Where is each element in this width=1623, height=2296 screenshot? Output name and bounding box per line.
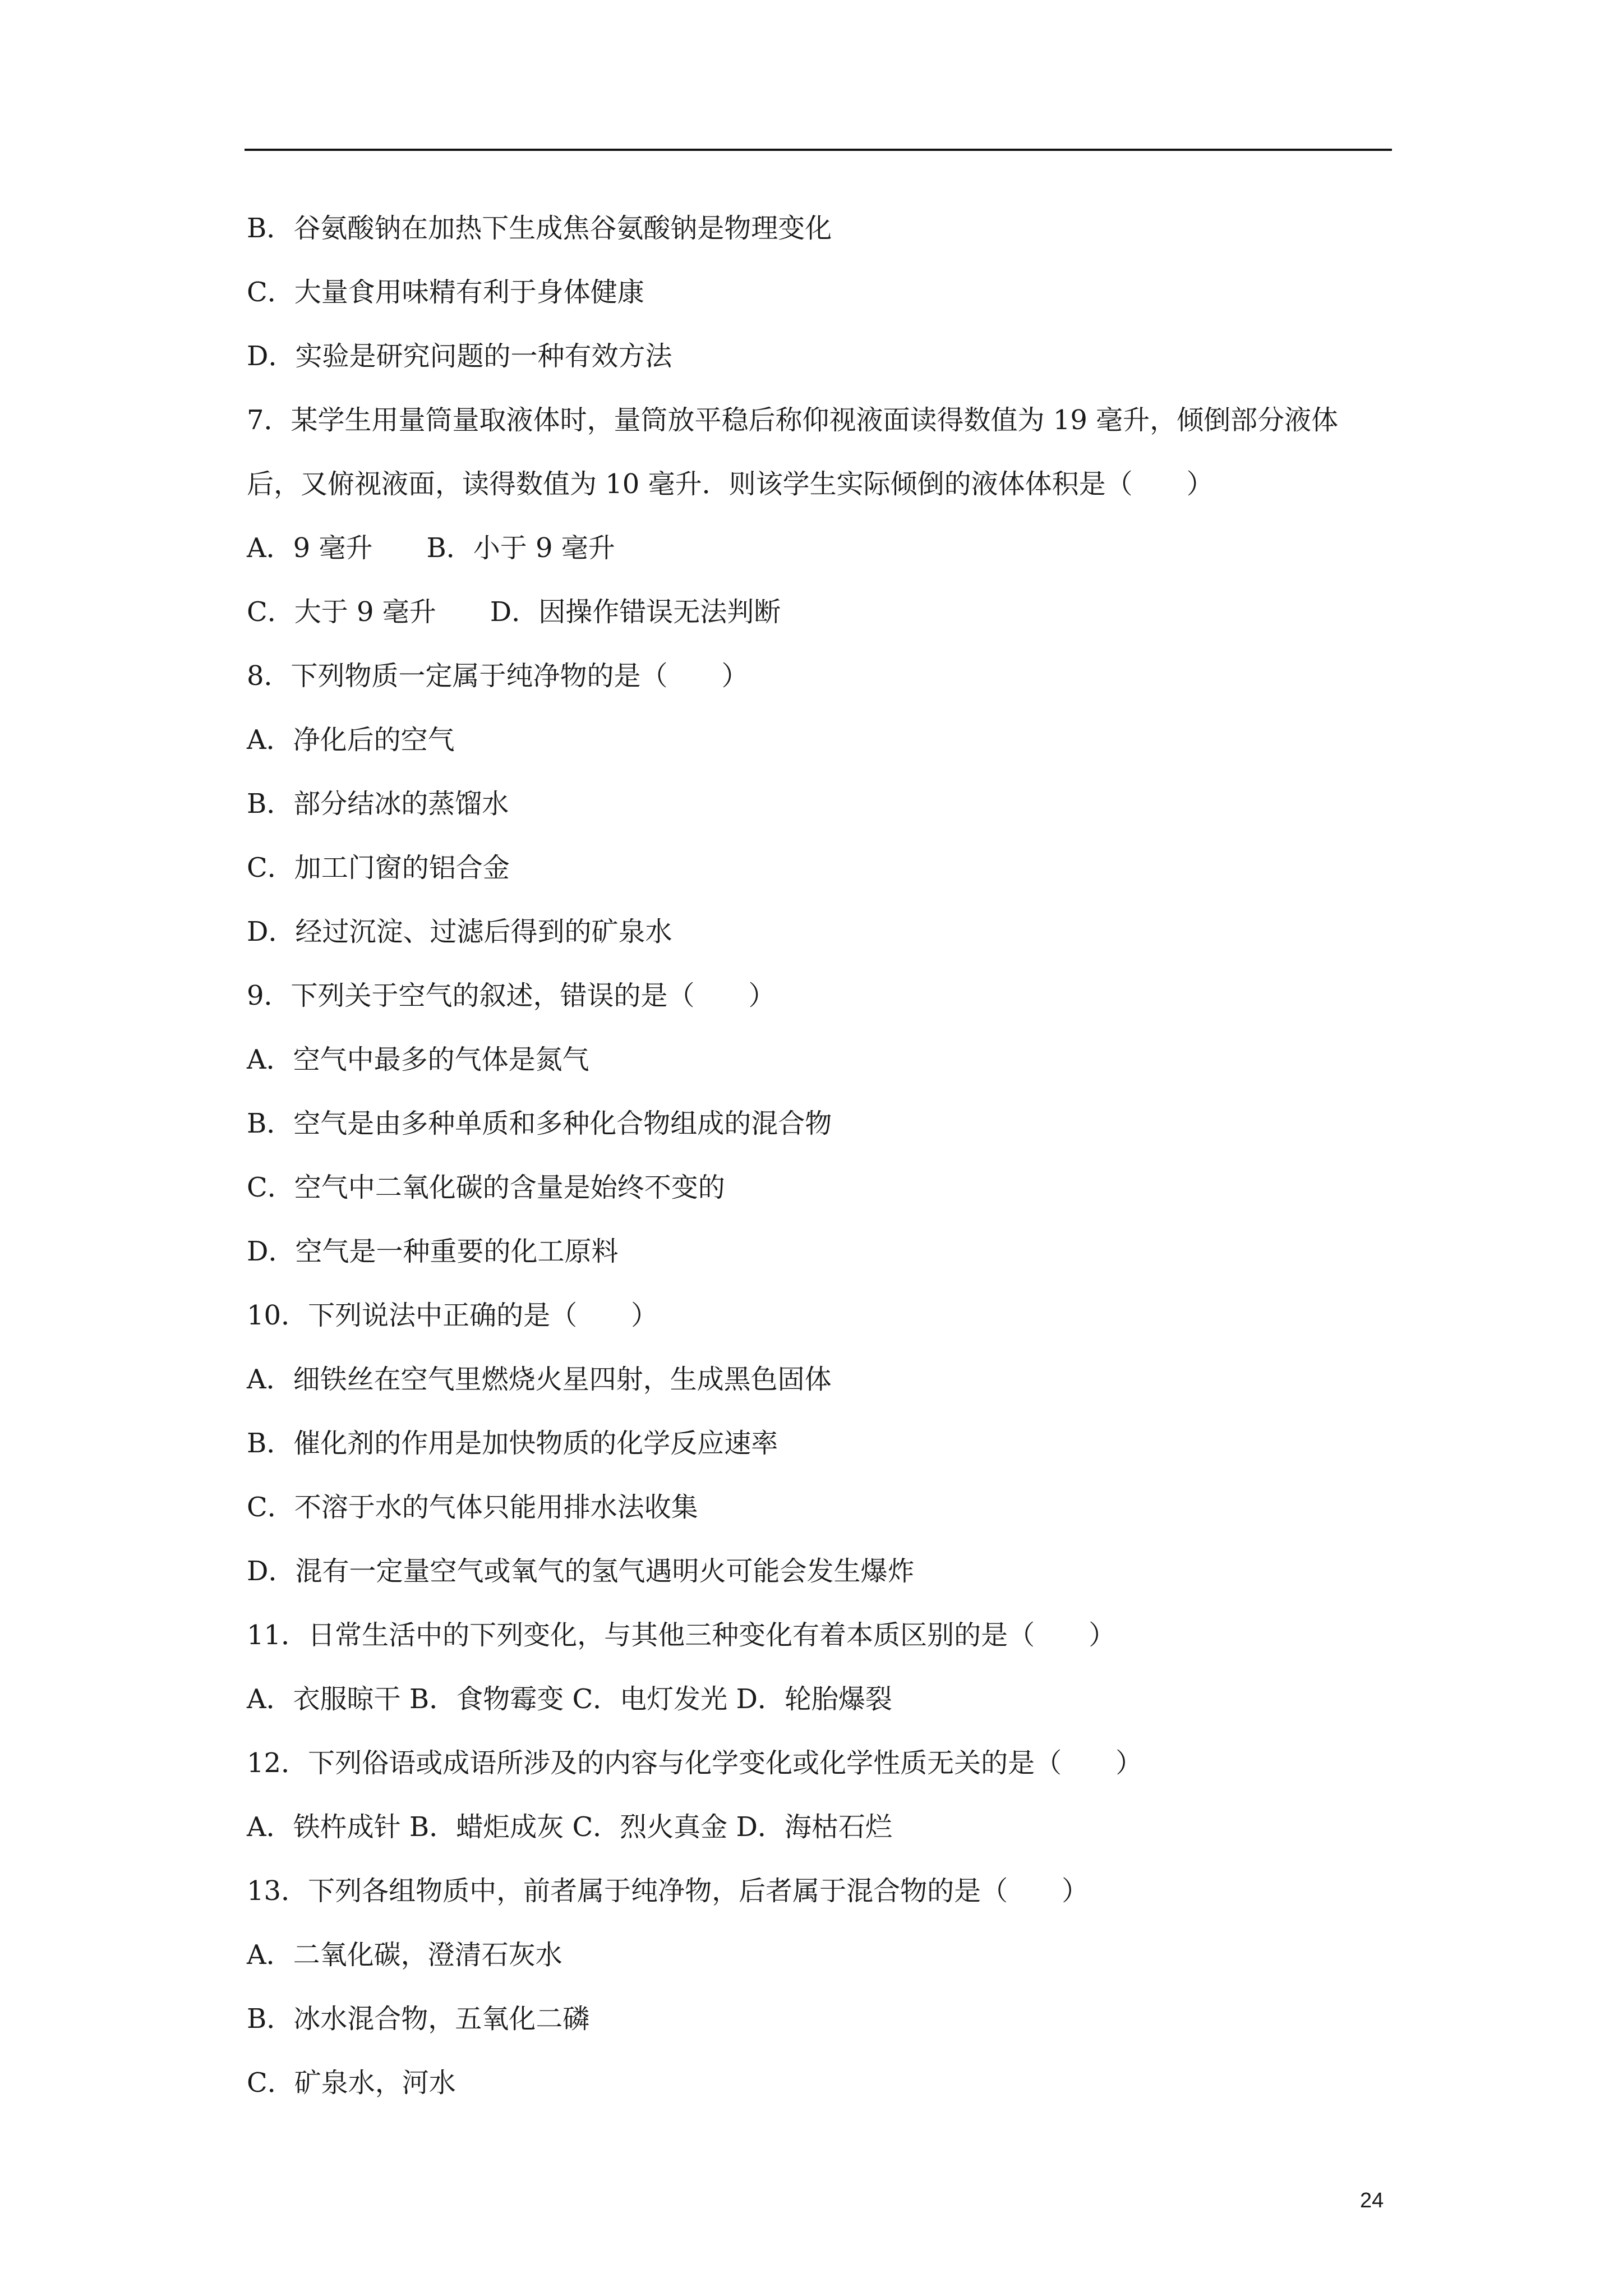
page-number: 24 [1360, 2189, 1384, 2212]
text-line: B．谷氨酸钠在加热下生成焦谷氨酸钠是物理变化 [247, 213, 832, 244]
text-line: B．催化剂的作用是加快物质的化学反应速率 [247, 1428, 778, 1459]
text-line: A．衣服晾干 B．食物霉变 C．电灯发光 D．轮胎爆裂 [247, 1683, 892, 1715]
text-line: C．不溶于水的气体只能用排水法收集 [247, 1492, 698, 1523]
text-line: D．实验是研究问题的一种有效方法 [247, 341, 672, 372]
text-line: A．二氧化碳，澄清石灰水 [247, 1939, 562, 1971]
text-line: D．混有一定量空气或氧气的氢气遇明火可能会发生爆炸 [247, 1556, 915, 1587]
text-line: C．大量食用味精有利于身体健康 [247, 277, 644, 308]
text-line: A．空气中最多的气体是氮气 [247, 1044, 589, 1075]
question-9-stem: 9．下列关于空气的叙述，错误的是（ ） [247, 980, 776, 1011]
text-line: B．冰水混合物，五氧化二磷 [247, 2003, 590, 2035]
text-line: C．矿泉水，河水 [247, 2067, 456, 2099]
text-line: C．空气中二氧化碳的含量是始终不变的 [247, 1172, 725, 1203]
question-text [247, 196, 1402, 2115]
header-rule [245, 149, 1392, 151]
text-line: B．空气是由多种单质和多种化合物组成的混合物 [247, 1108, 832, 1139]
text-line: A．净化后的空气 [247, 724, 455, 756]
question-10-stem: 10．下列说法中正确的是（ ） [247, 1300, 658, 1331]
question-7-stem: 7．某学生用量筒量取液体时，量筒放平稳后称仰视液面读得数值为 19 毫升，倾倒部分液体 [247, 404, 1339, 436]
text-line: B．部分结冰的蒸馏水 [247, 788, 509, 820]
text-line: D．经过沉淀、过滤后得到的矿泉水 [247, 916, 672, 947]
question-8-stem: 8．下列物质一定属于纯净物的是（ ） [247, 660, 749, 692]
text-line: A．9 毫升 B．小于 9 毫升 [247, 532, 615, 564]
text-line: A．细铁丝在空气里燃烧火星四射，生成黑色固体 [247, 1364, 832, 1395]
text-line: C．大于 9 毫升 D．因操作错误无法判断 [247, 596, 781, 628]
question-7-stem-cont: 后，又俯视液面，读得数值为 10 毫升．则该学生实际倾倒的液体体积是（ ） [247, 468, 1214, 500]
question-12-stem: 12．下列俗语或成语所涉及的内容与化学变化或化学性质无关的是（ ） [247, 1747, 1143, 1779]
text-line: C．加工门窗的铝合金 [247, 852, 510, 884]
question-11-stem: 11．日常生活中的下列变化，与其他三种变化有着本质区别的是（ ） [247, 1619, 1116, 1651]
question-13-stem: 13．下列各组物质中，前者属于纯净物，后者属于混合物的是（ ） [247, 1875, 1089, 1907]
text-line: A．铁杵成针 B．蜡炬成灰 C．烈火真金 D．海枯石烂 [247, 1811, 892, 1843]
text-line: D．空气是一种重要的化工原料 [247, 1236, 619, 1267]
